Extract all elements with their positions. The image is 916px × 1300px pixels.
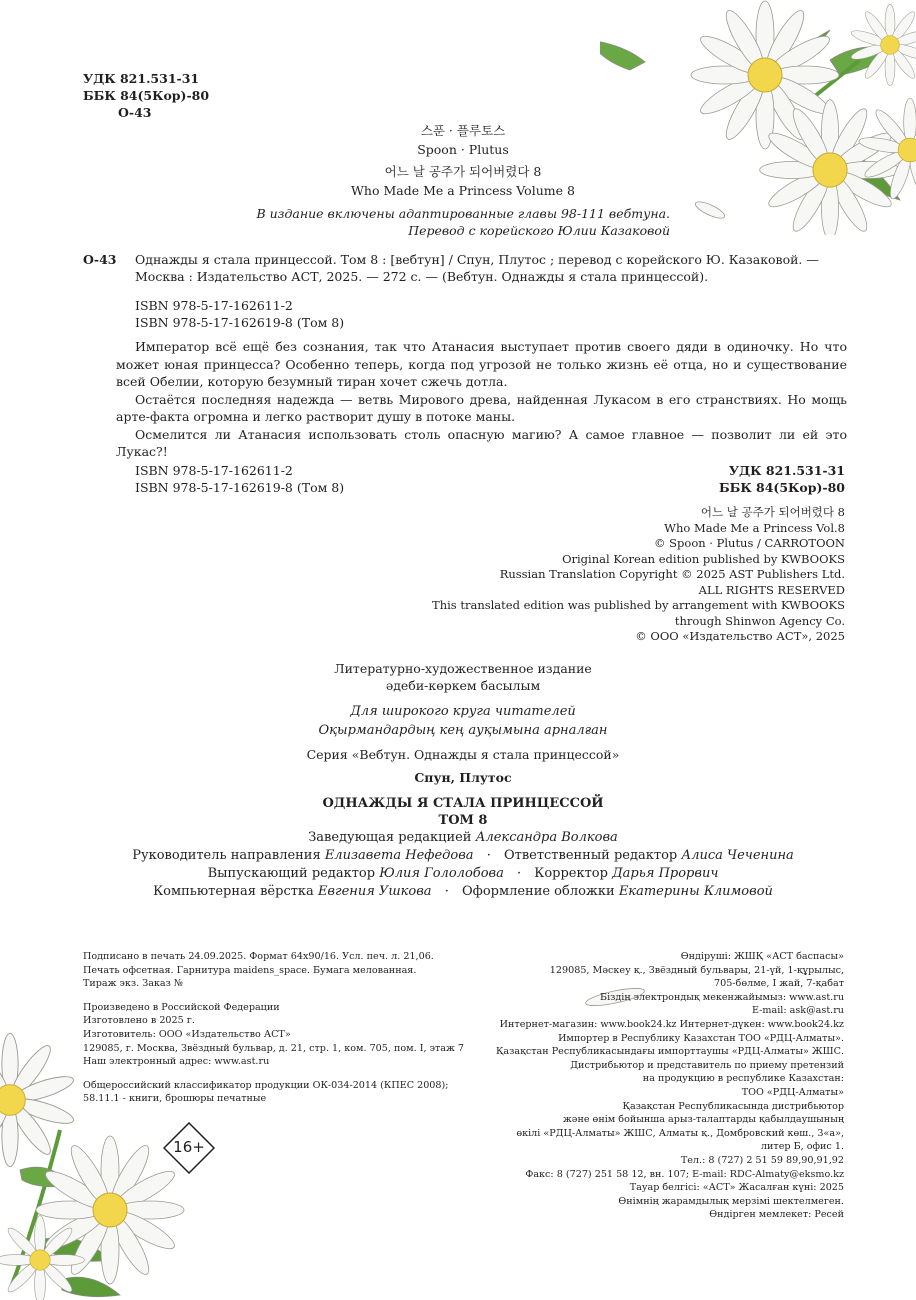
print-line-kz: Өнімнің жарамдылық мерзімі шектелмеген. [618, 1195, 844, 1207]
credit-role: Выпускающий редактор [207, 866, 376, 881]
imprint-volume: ТОМ 8 [438, 813, 488, 828]
credit-name: Александра Волкова [475, 830, 618, 845]
credit-line-4 [100, 883, 826, 901]
print-line: Печать офсетная. Гарнитура maidens_space. Бумага мелованная. [83, 964, 417, 976]
print-line-kz: және өнім бойынша арыз-талаптарды қабылдаушының [562, 1114, 844, 1126]
copyright-bbk: ББК 84(5Кор)-80 [718, 480, 845, 495]
print-line: Общероссийский классификатор продукции ОК-034-2014 (КПЕС 2008); [83, 1079, 449, 1091]
print-line: Изготовлено в 2025 г. [83, 1015, 195, 1027]
print-info-left [83, 950, 464, 1106]
annotation-paragraph-2: Остаётся последняя надежда — ветвь Мирового древа, найденная Лукасом в его странствиях. Но мощь арте-факта огромна и легко растворит душу в потоке маны. [116, 391, 847, 424]
credit-role: Оформление обложки [461, 884, 615, 899]
isbn-block [135, 462, 344, 496]
copyright-line: Original Korean edition published by KWBOOKS [562, 551, 845, 566]
print-line: Изготовитель: ООО «Издательство АСТ» [83, 1028, 291, 1040]
copyright-line: © Spoon · Plutus / CARROTOON [654, 536, 845, 550]
print-line-kz: Дистрибьютор и представитель по приему претензий [570, 1059, 844, 1071]
print-line-kz: Өндірген мемлекет: Ресей [709, 1209, 844, 1221]
header-codes [83, 70, 209, 121]
print-line: Произведено в Российской Федерации [83, 1001, 280, 1013]
credit-name: Евгения Ушкова [317, 884, 432, 899]
annotation-paragraph-1: Император всё ещё без сознания, так что Атанасия выступает против своего дяди в одиночку. Но что может юная принцесса? Особенно теперь, когда под угрозой не только жизнь её отца, но и существование всей Обелии, которую безумный тиран хочет сжечь дотла. [116, 339, 847, 389]
print-line-kz: Біздің электрондық мекенжайымыз: www.ast.ru [600, 991, 844, 1003]
credit-role: Заведующая редакцией [308, 830, 472, 845]
print-line: Тираж экз. Заказ № [83, 978, 184, 990]
korean-authors: 스푼 · 플루토스 [420, 123, 506, 138]
copyright-lines [400, 505, 845, 645]
annotation [116, 338, 847, 461]
daisy-flowers-top-right-illustration [600, 0, 916, 235]
credit-name: Елизавета Нефедова [324, 848, 474, 863]
annotation-paragraph-3: Осмелится ли Атанасия использовать столь опасную магию? А самое главное — позволит ли ей это Лукас?! [116, 426, 847, 459]
credit-role: Корректор [534, 866, 608, 881]
print-line-kz: Тауар белгісі: «АСТ» Жасалған күні: 2025 [629, 1182, 844, 1194]
copyright-line: © ООО «Издательство АСТ», 2025 [635, 629, 845, 643]
audience-ru: Для широкого круга читателей [350, 704, 576, 719]
catalog-code: О-43 [83, 252, 117, 267]
age-rating-label: 16+ [173, 1138, 205, 1156]
credit-separator: · [516, 866, 522, 881]
catalog-line1: Однажды я стала принцессой. Том 8 : [вебтун] / Спун, Плутос ; перевод с корейского Ю. Казаковой. — [135, 252, 819, 267]
title-block [250, 122, 676, 199]
korean-title: 어느 날 공주가 되어버렸다 8 [384, 164, 542, 179]
series-name: Серия «Вебтун. Однажды я стала принцессой» [306, 747, 620, 762]
credit-separator: · [444, 884, 449, 899]
copyright-line: through Shinwon Agency Co. [674, 613, 845, 628]
print-line-kz: Өндіруші: ЖШҚ «АСТ баспасы» [680, 951, 844, 962]
imprint-block [200, 660, 726, 829]
credit-name: Алиса Чеченина [681, 848, 794, 863]
print-line-kz: 129085, Мәскеу қ., Звёздный бульвары, 21-үй, 1-құрылыс, [549, 964, 844, 976]
print-line-kz: ТОО «РДЦ-Алматы» [741, 1086, 844, 1098]
bbk-code: ББК 84(5Кор)-80 [83, 88, 210, 103]
credit-name: Екатерины Климовой [618, 884, 773, 899]
print-line-kz: Интернет-магазин: www.book24.kz Интернет-дүкен: www.book24.kz [499, 1018, 844, 1030]
credit-name: Юлия Гололобова [379, 866, 504, 881]
isbn-1: ISBN 978-5-17-162611-2 [135, 463, 293, 478]
credits-block [100, 829, 826, 901]
edition-note [200, 205, 670, 239]
author-code: О-43 [118, 105, 152, 120]
catalog-isbn1: ISBN 978-5-17-162611-2 [135, 298, 293, 313]
print-info-right [440, 950, 844, 1222]
print-line-kz: 705-бөлме, I жай, 7-қабат [714, 978, 844, 990]
genre-ru: Литературно-художественное издание [334, 661, 592, 676]
copyright-line: 어느 날 공주가 되어버렸다 8 [700, 505, 845, 519]
print-line-kz: литер Б, офис 1. [760, 1141, 844, 1153]
print-line: Наш электронный адрес: www.ast.ru [83, 1056, 270, 1068]
print-line-kz: Қазақстан Республикасында дистрибьютор [622, 1100, 844, 1112]
copyright-codes [500, 462, 845, 496]
print-line-kz: Факс: 8 (727) 251 58 12, вн. 107; E-mail: RDC-Almaty@eksmo.kz [525, 1168, 844, 1180]
copyright-line: Russian Translation Copyright © 2025 AST Publishers Ltd. [499, 567, 845, 581]
udk-code: УДК 821.531-31 [83, 71, 200, 86]
imprint-title: ОДНАЖДЫ Я СТАЛА ПРИНЦЕССОЙ [322, 796, 604, 811]
credit-role: Ответственный редактор [503, 848, 678, 863]
credit-role: Компьютерная вёрстка [153, 884, 314, 899]
print-line-kz: Тел.: 8 (727) 2 51 59 89,90,91,92 [680, 1154, 844, 1166]
copyright-line: This translated edition was published by arrangement with KWBOOKS [432, 598, 845, 612]
credit-separator: · [486, 848, 491, 863]
imprint-authors: Спун, Плутос [414, 770, 512, 785]
audience-kz: Оқырмандардың кең ауқымына арналған [318, 723, 608, 738]
catalog-line2: Москва : Издательство АСТ, 2025. — 272 с. — (Вебтун. Однажды я стала принцессой). [135, 269, 709, 284]
catalog-entry [135, 251, 819, 331]
print-line-kz: на продукцию в республике Казахстан: [642, 1073, 844, 1085]
print-line: 129085, г. Москва, Звёздный бульвар, д. 21, стр. 1, ком. 705, пом. I, этаж 7 [83, 1042, 464, 1054]
copyright-line: ALL RIGHTS RESERVED [698, 582, 845, 597]
credit-line-2 [100, 847, 826, 865]
credit-line-1 [100, 829, 826, 847]
print-line-kz: өкілі «РДЦ-Алматы» ЖШС, Алматы қ., Домбровский көш., 3«а», [516, 1127, 844, 1139]
credit-name: Дарья Прорвич [612, 866, 719, 881]
catalog-isbn2: ISBN 978-5-17-162619-8 (Том 8) [135, 315, 345, 330]
edition-note-line2: Перевод с корейского Юлии Казаковой [408, 223, 670, 238]
edition-note-line1: В издание включены адаптированные главы 98-111 вебтуна. [256, 206, 670, 221]
credit-role: Руководитель направления [132, 848, 321, 863]
authors-latin: Spoon · Plutus [417, 142, 509, 157]
print-line: 58.11.1 - книги, брошюры печатные [83, 1093, 267, 1105]
isbn-2: ISBN 978-5-17-162619-8 (Том 8) [135, 480, 345, 495]
english-title: Who Made Me a Princess Volume 8 [351, 183, 575, 198]
copyright-line: Who Made Me a Princess Vol.8 [664, 520, 845, 535]
genre-kz: әдеби-көркем басылым [385, 678, 541, 693]
print-line-kz: Импортер в Республику Казахстан ТОО «РДЦ-Алматы». [558, 1032, 844, 1044]
print-line-kz: E-mail: ask@ast.ru [751, 1005, 844, 1017]
print-line: Подписано в печать 24.09.2025. Формат 64x90/16. Усл. печ. л. 21,06. [83, 951, 434, 962]
print-line-kz: Қазақстан Республикасындағы импорттаушы «РДЦ-Алматы» ЖШС. [495, 1046, 844, 1058]
copyright-udk: УДК 821.531-31 [728, 463, 845, 478]
credit-line-3 [100, 865, 826, 883]
